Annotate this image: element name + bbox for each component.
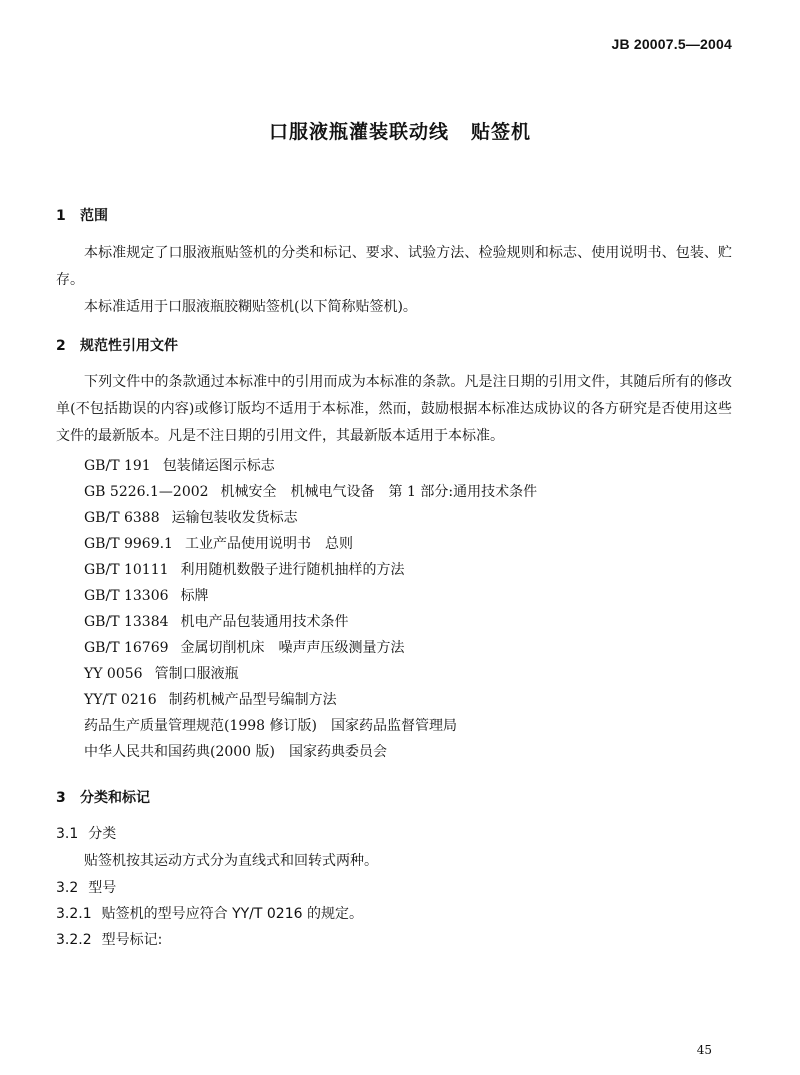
reference-title: 管制口服液瓶	[154, 666, 239, 682]
reference-code: GB/T 13306	[84, 588, 169, 604]
subsection-title: 分类	[88, 826, 117, 842]
title-sub: 贴签机	[471, 121, 532, 143]
reference-title: 工业产品使用说明书 总则	[184, 536, 353, 552]
reference-item	[84, 533, 353, 553]
reference-item	[84, 611, 349, 631]
subsection-3-2-1	[56, 903, 363, 923]
reference-item	[84, 637, 405, 657]
reference-title: 药品生产质量管理规范(1998 修订版) 国家药品监督管理局	[84, 718, 458, 734]
subsection-3-1-text: 贴签机按其运动方式分为直线式和回转式两种。	[84, 853, 378, 869]
reference-code: GB/T 191	[84, 458, 151, 474]
reference-item	[84, 507, 298, 527]
reference-item	[84, 663, 239, 683]
section-title: 规范性引用文件	[80, 338, 178, 354]
subsection-3-2-heading	[56, 877, 116, 897]
section-2-heading	[56, 335, 178, 355]
section-title: 范围	[80, 208, 108, 224]
subsection-number: 3.1	[56, 826, 79, 842]
document-title	[0, 117, 800, 144]
reference-title: 利用随机数骰子进行随机抽样的方法	[180, 562, 405, 578]
subsection-text: 型号标记:	[101, 932, 163, 948]
title-main: 口服液瓶灌装联动线	[268, 121, 449, 143]
subsection-number: 3.2	[56, 880, 79, 896]
reference-code: GB/T 13384	[84, 614, 169, 630]
reference-title: 机械安全 机械电气设备 第 1 部分:通用技术条件	[220, 484, 538, 500]
reference-code: GB/T 9969.1	[84, 536, 173, 552]
reference-code: YY 0056	[84, 666, 143, 682]
subsection-number: 3.2.1	[56, 906, 92, 922]
reference-title: 运输包装收发货标志	[171, 510, 298, 526]
subsection-number: 3.2.2	[56, 932, 92, 948]
section-3-heading	[56, 787, 150, 807]
section-1-paragraph-1: 本标准规定了口服液瓶贴签机的分类和标记、要求、试验方法、检验规则和标志、使用说明书、包装、贮存。	[56, 245, 732, 288]
reference-item	[84, 741, 387, 761]
reference-code: GB/T 10111	[84, 562, 169, 578]
subsection-3-2-2	[56, 929, 162, 949]
reference-item	[84, 481, 537, 501]
section-2-intro: 下列文件中的条款通过本标准中的引用而成为本标准的条款。凡是注日期的引用文件，其随后所有的修改单(不包括勘误的内容)或修订版均不适用于本标准，然而，鼓励根据本标准达成协议的各方研究是否使用这些文件的最新版本。凡是不注日期的引用文件，其最新版本适用于本标准。	[56, 374, 732, 444]
standard-code: JB 20007.5—2004	[611, 36, 732, 52]
reference-code: GB/T 6388	[84, 510, 160, 526]
reference-code: YY/T 0216	[84, 692, 157, 708]
reference-code: GB 5226.1—2002	[84, 484, 209, 500]
section-title: 分类和标记	[80, 790, 150, 806]
reference-code: GB/T 16769	[84, 640, 169, 656]
reference-title: 包装储运图示标志	[162, 458, 275, 474]
reference-item	[84, 559, 405, 579]
reference-item	[84, 689, 337, 709]
section-number: 3	[56, 790, 66, 806]
reference-title: 机电产品包装通用技术条件	[180, 614, 349, 630]
reference-item	[84, 585, 209, 605]
subsection-3-1-heading	[56, 823, 116, 843]
reference-title: 标牌	[180, 588, 209, 604]
subsection-text: 贴签机的型号应符合 YY/T 0216 的规定。	[101, 906, 363, 922]
reference-title: 金属切削机床 噪声声压级测量方法	[180, 640, 405, 656]
page-number: 45	[696, 1043, 712, 1057]
reference-title: 中华人民共和国药典(2000 版) 国家药典委员会	[84, 744, 388, 760]
subsection-title: 型号	[88, 880, 117, 896]
reference-item	[84, 715, 457, 735]
reference-item	[84, 455, 275, 475]
section-1-heading	[56, 205, 108, 225]
section-number: 1	[56, 208, 66, 224]
section-number: 2	[56, 338, 66, 354]
reference-title: 制药机械产品型号编制方法	[168, 692, 337, 708]
section-1-paragraph-2: 本标准适用于口服液瓶胶糊贴签机(以下简称贴签机)。	[84, 299, 417, 315]
